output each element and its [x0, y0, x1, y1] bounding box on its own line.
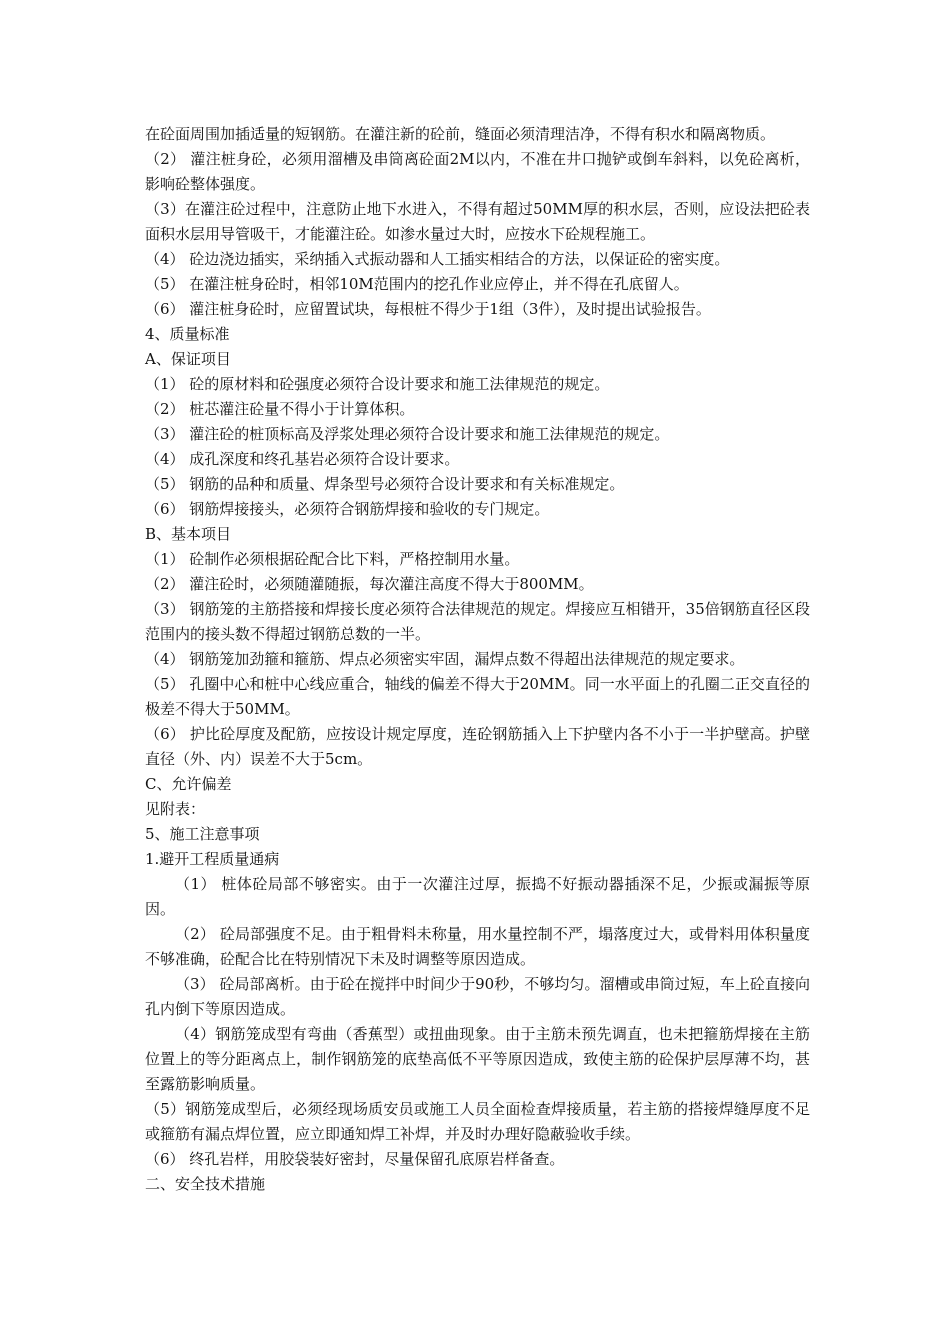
- paragraph: （3）在灌注砼过程中，注意防止地下水进入，不得有超过50MM厚的积水层，否则，应设法把砼表面积水层用导管吸干，才能灌注砼。如渗水量过大时，应按水下砼规程施工。: [145, 200, 810, 243]
- paragraph: （4）钢筋笼成型有弯曲（香蕉型）或扭曲现象。由于主筋未预先调直，也未把箍筋焊接在主筋位置上的等分距离点上，制作钢筋笼的底垫高低不平等原因造成，致使主筋的砼保护层厚薄不均，甚至露筋影响质量。: [145, 1025, 810, 1093]
- section-heading: 4、质量标准: [145, 325, 230, 343]
- paragraph: （5） 孔圈中心和桩中心线应重合，轴线的偏差不得大于20MM。同一水平面上的孔圈二正交直径的极差不得大于50MM。: [145, 675, 810, 718]
- paragraph: （3） 灌注砼的桩顶标高及浮浆处理必须符合设计要求和施工法律规范的规定。: [145, 425, 670, 443]
- paragraph: （5） 在灌注桩身砼时，相邻10M范围内的挖孔作业应停止，并不得在孔底留人。: [145, 275, 689, 293]
- paragraph: （4） 成孔深度和终孔基岩必须符合设计要求。: [145, 450, 460, 468]
- paragraph: （2） 桩芯灌注砼量不得小于计算体积。: [145, 400, 415, 418]
- paragraph: （5） 钢筋的品种和质量、焊条型号必须符合设计要求和有关标准规定。: [145, 475, 625, 493]
- section-heading: 5、施工注意事项: [145, 825, 260, 843]
- paragraph: （2） 灌注桩身砼，必须用溜槽及串筒离砼面2M以内，不准在井口抛铲或倒车斜料，以免砼离析，影响砼整体强度。: [145, 150, 810, 193]
- subsection-heading: 1.避开工程质量通病: [145, 850, 280, 868]
- paragraph: （2） 灌注砼时，必须随灌随振，每次灌注高度不得大于800MM。: [145, 575, 594, 593]
- section-heading: 二、安全技术措施: [145, 1175, 266, 1193]
- paragraph: 在砼面周围加插适量的短钢筋。在灌注新的砼前，缝面必须清理洁净，不得有积水和隔离物质。: [145, 125, 776, 143]
- paragraph: （6） 终孔岩样，用胶袋装好密封，尽量保留孔底原岩样备查。: [145, 1150, 565, 1168]
- paragraph: （4） 钢筋笼加劲箍和箍筋、焊点必须密实牢固，漏焊点数不得超出法律规范的规定要求。: [145, 650, 745, 668]
- paragraph: （5）钢筋笼成型后，必须经现场质安员或施工人员全面检查焊接质量，若主筋的搭接焊缝厚度不足或箍筋有漏点焊位置，应立即通知焊工补焊，并及时办理好隐蔽验收手续。: [145, 1100, 810, 1143]
- paragraph: 见附表：: [145, 800, 206, 818]
- paragraph: （3） 钢筋笼的主筋搭接和焊接长度必须符合法律规范的规定。焊接应互相错开，35倍钢筋直径区段范围内的接头数不得超过钢筋总数的一半。: [145, 600, 810, 643]
- subsection-heading: B、基本项目: [145, 525, 232, 543]
- paragraph: （6） 灌注桩身砼时，应留置试块，每根桩不得少于1组（3件），及时提出试验报告。: [145, 300, 711, 318]
- paragraph: （4） 砼边浇边插实，采纳插入式振动器和人工插实相结合的方法，以保证砼的密实度。: [145, 250, 730, 268]
- subsection-heading: A、保证项目: [145, 350, 231, 368]
- paragraph: （1） 桩体砼局部不够密实。由于一次灌注过厚，振捣不好振动器插深不足，少振或漏振等原因。: [145, 875, 810, 918]
- paragraph: （1） 砼的原材料和砼强度必须符合设计要求和施工法律规范的规定。: [145, 375, 610, 393]
- paragraph: （3） 砼局部离析。由于砼在搅拌中时间少于90秒，不够均匀。溜槽或串筒过短，车上砼直接向孔内倒下等原因造成。: [145, 975, 810, 1018]
- paragraph: （1） 砼制作必须根据砼配合比下料，严格控制用水量。: [145, 550, 520, 568]
- paragraph: （6） 钢筋焊接接头，必须符合钢筋焊接和验收的专门规定。: [145, 500, 550, 518]
- subsection-heading: C、允许偏差: [145, 775, 232, 793]
- document-page: [145, 122, 810, 1197]
- paragraph: （2） 砼局部强度不足。由于粗骨料未称量，用水量控制不严，塌落度过大，或骨料用体积量度不够准确，砼配合比在特别情况下未及时调整等原因造成。: [145, 925, 810, 968]
- paragraph: （6） 护比砼厚度及配筋，应按设计规定厚度，连砼钢筋插入上下护壁内各不小于一半护壁高。护壁直径（外、内）误差不大于5cm。: [145, 725, 810, 768]
